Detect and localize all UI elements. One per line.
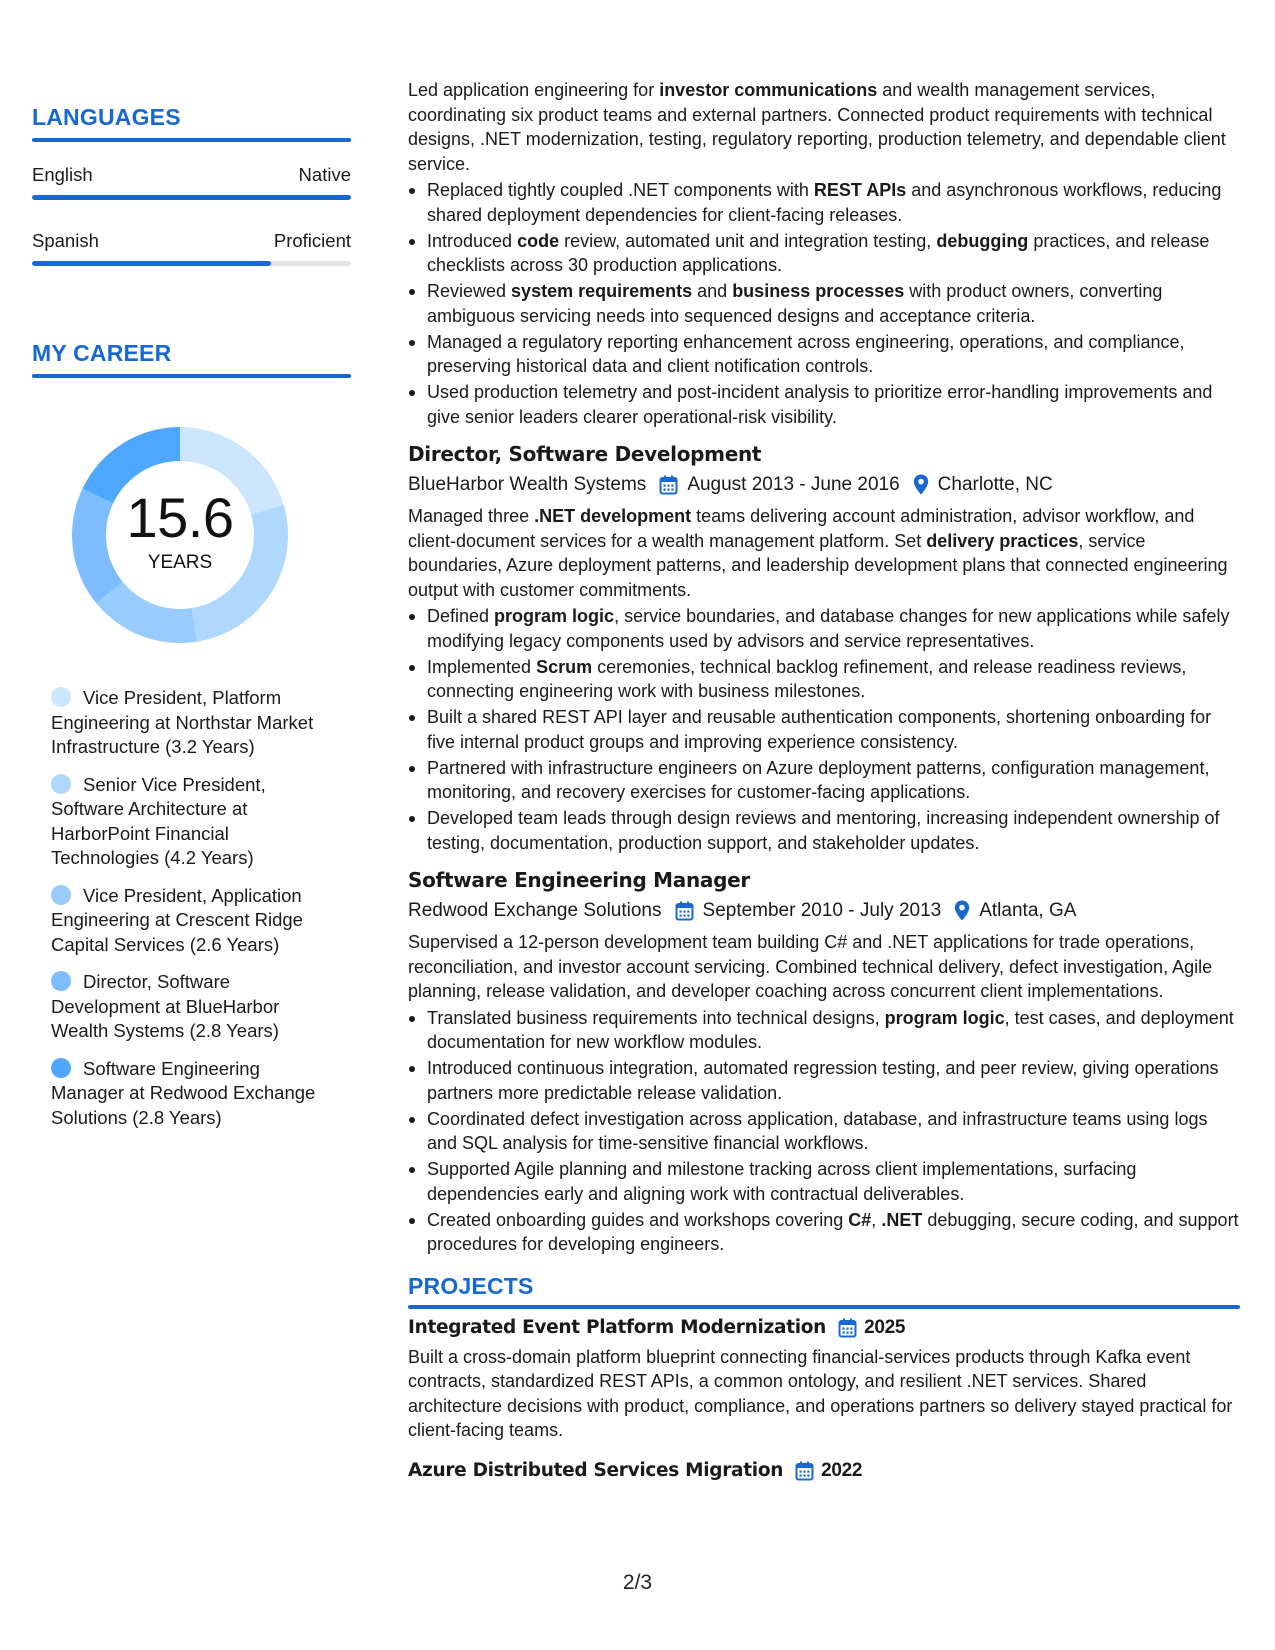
legend-dot (51, 774, 71, 794)
job-dates: August 2013 - June 2016 (687, 473, 900, 495)
language-bar-fill (32, 195, 351, 200)
job-summary: Supervised a 12-person development team building C# and .NET applications for trade operations, reconciliation, and investor account servicing. Combined technical delivery, defect investigation, Agile planning, release validation, and developer coaching across concurrent client implementations. (408, 932, 1213, 1001)
career-heading: MY CAREER (32, 340, 172, 366)
projects-section (408, 1274, 1240, 1484)
bullet-item: Partnered with infrastructure engineers on Azure deployment patterns, configuration management, monitoring, and recovery exercises for customer-facing applications. (408, 756, 1240, 805)
project-header (408, 1459, 1240, 1484)
continued-job (408, 78, 1240, 429)
bullet-item: Introduced code review, automated unit and integration testing, debugging practices, and release checklists across 30 production applications. (408, 229, 1240, 278)
career-legend-item (51, 773, 331, 871)
career-donut-chart (65, 420, 295, 650)
bullet-item: Coordinated defect investigation across application, database, and infrastructure teams using logs and SQL analysis for time-sensitive financial workflows. (408, 1107, 1240, 1156)
bullet-item: Managed a regulatory reporting enhancement across engineering, operations, and compliance, preserving historical data and client notification controls. (408, 330, 1240, 379)
career-legend (51, 686, 331, 1130)
language-level: Proficient (273, 230, 351, 251)
bullet-item: Built a shared REST API layer and reusable authentication components, shortening onboarding for five internal product groups and improving experience consistency. (408, 705, 1240, 754)
main-content (408, 78, 1240, 1487)
calendar-icon (795, 1461, 814, 1481)
career-legend-item (51, 970, 331, 1044)
legend-label: Software Engineering Manager at Redwood Exchange Solutions (2.8 Years) (51, 1057, 316, 1128)
legend-dot (51, 687, 71, 707)
bullet-item: Replaced tightly coupled .NET components with REST APIs and asynchronous workflows, reducing shared deployment dependencies for client-facing releases. (408, 178, 1240, 227)
project-entry (408, 1459, 1240, 1484)
job-summary: Managed three .NET development teams delivering account administration, advisor workflow, and client-document services for a wealth management platform. Set delivery practices, service boundaries, Azure deployment patterns, and leadership development plans that connected engineering output with customer commitments. (408, 506, 1228, 600)
language-level: Native (298, 164, 351, 185)
project-name: Integrated Event Platform Modernization (408, 1317, 827, 1338)
job-bullets (408, 604, 1240, 855)
bullet-item: Defined program logic, service boundaries, and database changes for new applications while safely modifying legacy components used by advisors and service representatives. (408, 604, 1240, 653)
job-meta (408, 473, 1240, 498)
language-item (32, 230, 351, 266)
career-legend-item (51, 884, 331, 958)
project-description: Built a cross-domain platform blueprint connecting financial-services products through Kafka event contracts, standardized REST APIs, a common ontology, and resilient .NET services. Shared architecture decisions with product, compliance, and operations partners so delivery stayed practical for client-facing teams. (408, 1346, 1233, 1440)
project-entry (408, 1316, 1240, 1443)
projects-heading: PROJECTS (408, 1272, 534, 1299)
project-year: 2025 (864, 1317, 906, 1338)
career-legend-item (51, 686, 331, 760)
language-bar (32, 195, 351, 200)
legend-dot (51, 885, 71, 905)
languages-rule (32, 138, 351, 142)
job-title: Software Engineering Manager (408, 868, 750, 892)
bullet-item: Supported Agile planning and milestone tracking across client implementations, surfacing dependencies early and aligning work with contractual deliverables. (408, 1157, 1240, 1206)
languages-heading: LANGUAGES (32, 104, 181, 130)
bullet-item: Used production telemetry and post-incident analysis to prioritize error-handling improvements and give senior leaders clearer operational-risk visibility. (408, 380, 1240, 429)
language-bar-fill (32, 261, 271, 266)
bullet-item: Implemented Scrum ceremonies, technical backlog refinement, and release readiness reviews, connecting engineering work with business milestones. (408, 655, 1240, 704)
legend-label: Vice President, Application Engineering at Crescent Ridge Capital Services (2.6 Years) (51, 884, 303, 955)
project-name: Azure Distributed Services Migration (408, 1459, 784, 1481)
job-summary: Led application engineering for investor communications and wealth management services, coordinating six product teams and external partners. Connected product requirements with technical designs, .NET modernization, testing, regulatory reporting, production telemetry, and dependable client service. (408, 80, 1226, 174)
career-rule (32, 374, 351, 378)
career-legend-item (51, 1057, 331, 1131)
job-title: Director, Software Development (408, 442, 762, 466)
job-bullets (408, 1006, 1240, 1257)
job-location: Atlanta, GA (979, 899, 1077, 921)
calendar-icon (659, 475, 678, 495)
language-item (32, 164, 351, 200)
job-company: Redwood Exchange Solutions (408, 899, 662, 921)
job-dates: September 2010 - July 2013 (702, 899, 942, 921)
location-pin-icon (913, 474, 929, 495)
job-location: Charlotte, NC (937, 473, 1053, 495)
calendar-icon (838, 1318, 857, 1338)
bullet-item: Introduced continuous integration, automated regression testing, and peer review, giving operations partners more predictable release validation. (408, 1056, 1240, 1105)
job-bullets (408, 178, 1240, 429)
projects-rule (408, 1305, 1240, 1309)
calendar-icon (675, 901, 694, 921)
language-name: English (32, 164, 93, 185)
sidebar (32, 104, 351, 1143)
bullet-item: Created onboarding guides and workshops covering C#, .NET debugging, secure coding, and support procedures for developing engineers. (408, 1208, 1240, 1257)
language-name: Spanish (32, 230, 99, 251)
project-year: 2022 (821, 1459, 863, 1481)
project-header (408, 1316, 1240, 1341)
bullet-item: Developed team leads through design reviews and mentoring, increasing independent ownership of testing, documentation, production support, and stakeholder updates. (408, 806, 1240, 855)
legend-dot (51, 1058, 71, 1078)
donut-center (65, 420, 295, 650)
language-bar (32, 261, 351, 266)
career-total-years: 15.6 (126, 486, 234, 549)
legend-dot (51, 971, 71, 991)
job-meta (408, 899, 1240, 924)
bullet-item: Translated business requirements into technical designs, program logic, test cases, and deployment documentation for new workflow modules. (408, 1006, 1240, 1055)
career-total-unit: YEARS (147, 552, 213, 573)
job-entry (408, 868, 1240, 1257)
job-entry (408, 442, 1240, 855)
legend-label: Vice President, Platform Engineering at Northstar Market Infrastructure (3.2 Years) (51, 687, 314, 757)
job-company: BlueHarbor Wealth Systems (408, 473, 647, 495)
location-pin-icon (954, 900, 970, 921)
legend-label: Director, Software Development at BlueHarbor Wealth Systems (2.8 Years) (51, 971, 280, 1041)
page-number: 2/3 (622, 1571, 653, 1594)
bullet-item: Reviewed system requirements and business processes with product owners, converting ambiguous servicing needs into sequenced designs and acceptance criteria. (408, 279, 1240, 328)
legend-label: Senior Vice President, Software Architecture at HarborPoint Financial Technologies (4.2 Years) (51, 773, 266, 868)
